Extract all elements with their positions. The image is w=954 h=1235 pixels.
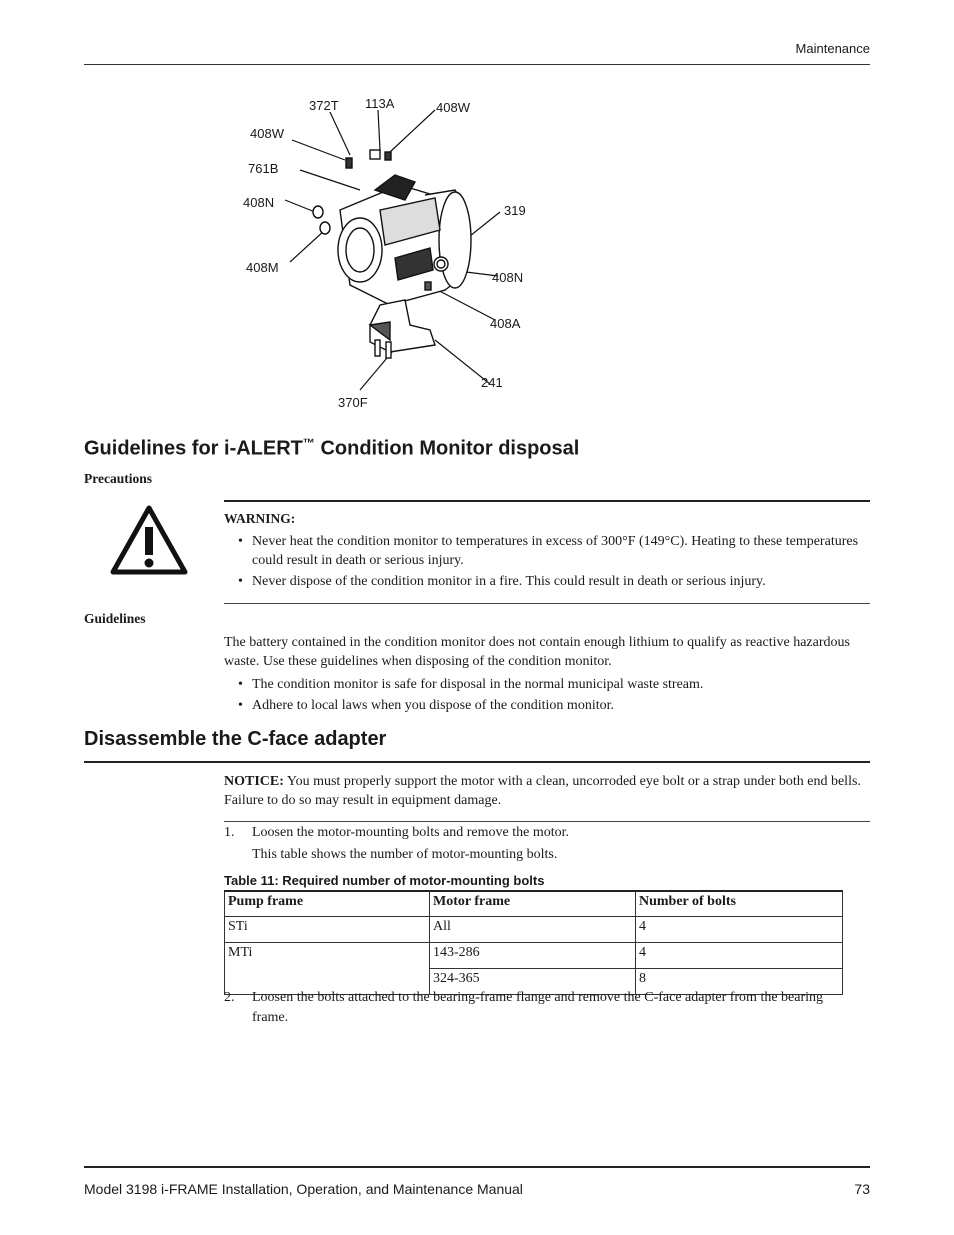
guideline-item: • The condition monitor is safe for disposal in the normal municipal waste stream. bbox=[224, 675, 870, 694]
guideline-item: • Adhere to local laws when you dispose of the condition monitor. bbox=[224, 696, 870, 715]
page-number: 73 bbox=[854, 1181, 870, 1197]
table-header: Pump frame bbox=[225, 891, 430, 917]
running-header-section: Maintenance bbox=[795, 41, 870, 56]
table-cell: MTi bbox=[225, 943, 430, 995]
guidelines-label: Guidelines bbox=[84, 611, 146, 626]
table-row bbox=[225, 917, 843, 943]
step-2 bbox=[224, 988, 870, 1032]
table-header: Number of bolts bbox=[636, 891, 843, 917]
callout-370f: 370F bbox=[338, 395, 368, 410]
table-cell: STi bbox=[225, 917, 430, 943]
callout-408n-right: 408N bbox=[492, 270, 524, 285]
step-1-note: This table shows the number of motor-mounting bolts. bbox=[252, 847, 558, 862]
callout-761b: 761B bbox=[248, 161, 279, 176]
step-text: Loosen the motor-mounting bolts and remove the motor. bbox=[252, 825, 570, 840]
cface-heading: Disassemble the C-face adapter bbox=[84, 728, 387, 750]
table-cell: 4 bbox=[636, 943, 843, 969]
precautions-label: Precautions bbox=[84, 471, 152, 486]
header-rule bbox=[84, 64, 870, 65]
warning-item: • Never heat the condition monitor to temperatures in excess of 300°F (149°C). Heating to these temperatures could result in death or serious injury. bbox=[224, 532, 870, 570]
step-text: Loosen the bolts attached to the bearing-frame flange and remove the C-face adapter from the bearing frame. bbox=[252, 990, 824, 1025]
step-number: 2. bbox=[224, 990, 235, 1005]
warning-item: • Never dispose of the condition monitor in a fire. This could result in death or serious injury. bbox=[224, 572, 870, 591]
notice-text: NOTICE: You must properly support the motor with a clean, uncorroded eye bolt or a strap under both end bells. Failure to do so may result in equipment damage. bbox=[224, 774, 861, 808]
footer-rule bbox=[84, 1166, 870, 1168]
callout-408m: 408M bbox=[246, 260, 279, 275]
table-cell: All bbox=[430, 917, 636, 943]
callout-408w-left: 408W bbox=[250, 126, 284, 141]
exploded-view-figure bbox=[230, 90, 550, 420]
callout-241: 241 bbox=[481, 375, 503, 390]
callout-408n-left: 408N bbox=[243, 195, 275, 210]
callout-408a: 408A bbox=[490, 316, 521, 331]
table-cell: 324-365 bbox=[430, 969, 636, 995]
table-row bbox=[225, 943, 843, 969]
callout-113a: 113A bbox=[365, 96, 395, 111]
callout-319: 319 bbox=[504, 203, 526, 218]
table-caption: Table 11: Required number of motor-mounting bolts bbox=[224, 873, 545, 888]
motor-mounting-bolts-table bbox=[224, 890, 843, 995]
notice-box bbox=[224, 772, 870, 822]
warning-list bbox=[224, 532, 870, 593]
warning-triangle-icon bbox=[110, 505, 188, 575]
guidelines-paragraph: The battery contained in the condition monitor does not contain enough lithium to qualify as reactive hazardous waste. Use these guidelines when disposing of the condition monitor. bbox=[224, 635, 850, 669]
step-number: 1. bbox=[224, 825, 235, 840]
table-header: Motor frame bbox=[430, 891, 636, 917]
cface-heading-rule bbox=[84, 761, 870, 763]
table-cell: 143-286 bbox=[430, 943, 636, 969]
warning-title: WARNING: bbox=[224, 511, 296, 526]
step-1 bbox=[224, 823, 870, 845]
table-cell: 8 bbox=[636, 969, 843, 995]
warning-box bbox=[224, 500, 870, 604]
table-header-row bbox=[225, 891, 843, 917]
guidelines-list bbox=[224, 675, 870, 717]
callout-372t: 372T bbox=[309, 98, 339, 113]
footer-manual-title: Model 3198 i-FRAME Installation, Operation, and Maintenance Manual bbox=[84, 1181, 523, 1197]
notice-label: NOTICE: bbox=[224, 774, 284, 789]
disposal-heading: Guidelines for i-ALERT™ Condition Monitor disposal bbox=[84, 436, 580, 460]
callout-408w-right: 408W bbox=[436, 100, 470, 115]
table-cell: 4 bbox=[636, 917, 843, 943]
